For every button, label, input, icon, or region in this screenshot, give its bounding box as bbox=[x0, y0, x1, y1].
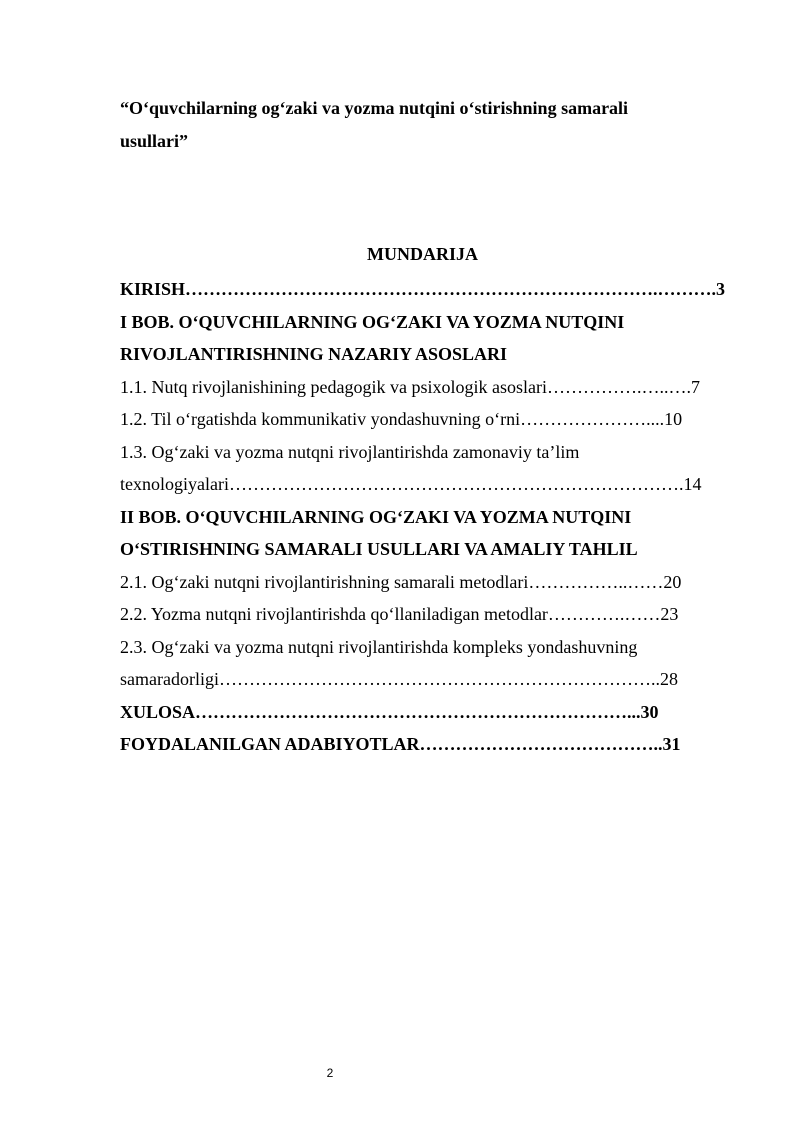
toc-entry: II BOB. O‘QUVCHILARNING OG‘ZAKI VA YOZMA NUTQINI bbox=[120, 506, 632, 527]
toc-entry: FOYDALANILGAN ADABIYOTLAR…………………………………..31 bbox=[120, 734, 681, 754]
toc-entry: 1.3. Og‘zaki va yozma nutqni rivojlantirishda zamonaviy ta’lim bbox=[120, 441, 580, 462]
toc-entry: I BOB. O‘QUVCHILARNING OG‘ZAKI VA YOZMA NUTQINI bbox=[120, 311, 625, 332]
document-title-line-2: usullari” bbox=[120, 131, 189, 151]
toc-entry: 1.1. Nutq rivojlanishining pedagogik va psixologik asoslari…………….…..….7 bbox=[120, 376, 700, 397]
toc-entry: O‘STIRISHNING SAMARALI USULLARI VA AMALIY TAHLIL bbox=[120, 539, 638, 559]
toc-entry: samaradorligi………………………………………………………………..28 bbox=[120, 669, 678, 689]
table-of-contents bbox=[120, 273, 726, 761]
toc-entry: RIVOJLANTIRISHNING NAZARIY ASOSLARI bbox=[120, 344, 508, 364]
toc-heading: MUNDARIJA bbox=[367, 244, 478, 264]
toc-entry: 2.2. Yozma nutqni rivojlantirishda qo‘llaniladigan metodlar………….……23 bbox=[120, 604, 679, 624]
toc-entry: XULOSA………………………………………………………………...30 bbox=[120, 701, 659, 722]
document-title bbox=[120, 92, 680, 158]
toc-entry: 2.3. Og‘zaki va yozma nutqni rivojlantirishda kompleks yondashuvning bbox=[120, 636, 638, 657]
toc-entry: texnologiyalari………………………………………………………………….14 bbox=[120, 474, 702, 494]
page-number: 2 bbox=[326, 1066, 334, 1080]
toc-entry: 1.2. Til o‘rgatishda kommunikativ yondashuvning o‘rni…………………....10 bbox=[120, 409, 683, 429]
toc-entry: 2.1. Og‘zaki nutqni rivojlantirishning samarali metodlari……………..……20 bbox=[120, 571, 682, 592]
document-title-line-1: “O‘quvchilarning og‘zaki va yozma nutqini o‘stirishning samarali bbox=[120, 98, 629, 118]
toc-entry: KIRISH…………………………………………………………………….……….3 bbox=[120, 279, 726, 299]
